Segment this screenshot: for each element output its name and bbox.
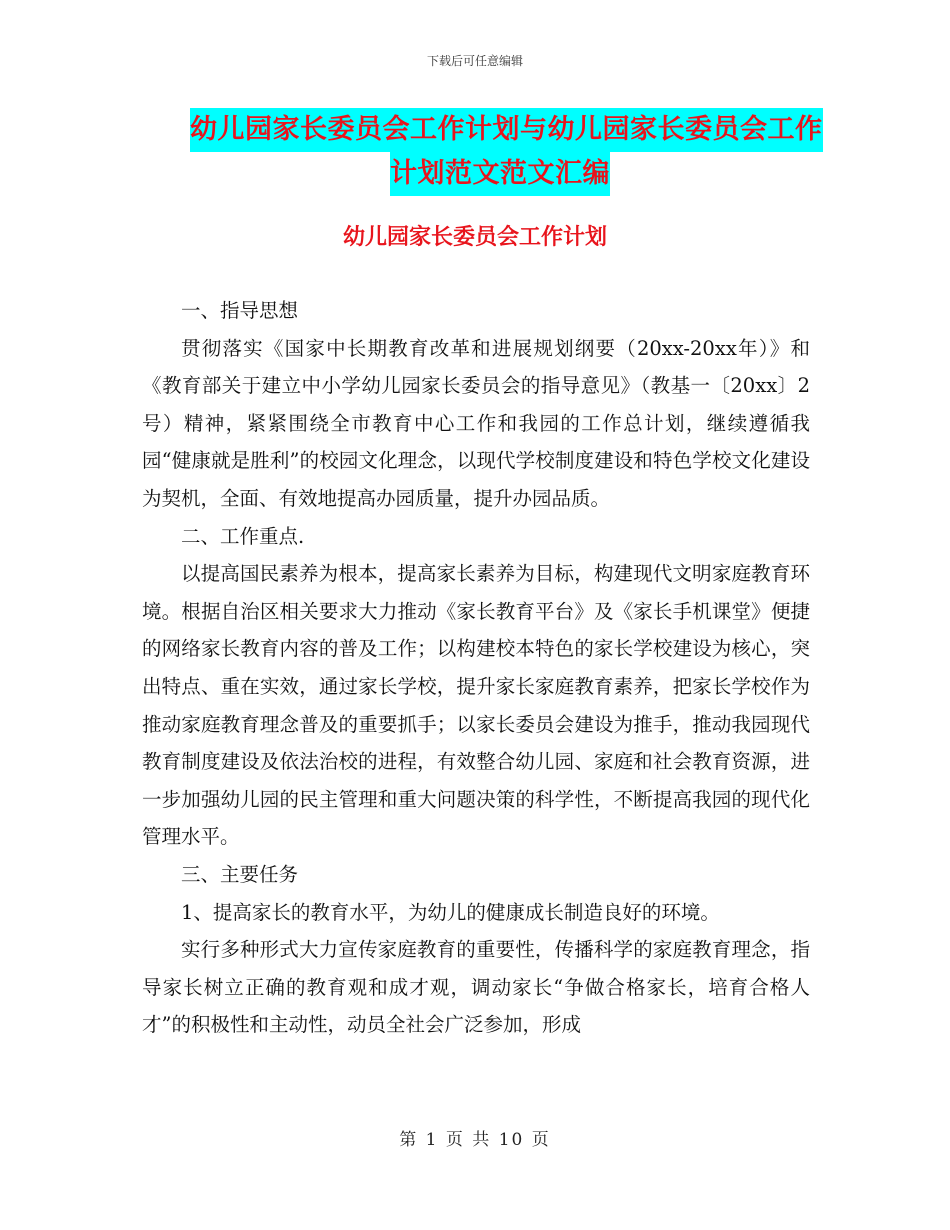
body-text bbox=[142, 292, 810, 1044]
heading-guiding-thought: 一、指导思想 bbox=[181, 299, 299, 322]
page-footer: 第 1 页 共 10 页 bbox=[399, 1130, 551, 1150]
document-title bbox=[190, 108, 823, 196]
page-header-note: 下载后可任意编辑 bbox=[426, 54, 523, 68]
heading-work-focus: 二、工作重点. bbox=[181, 524, 305, 548]
title-line-2: 计划范文范文汇编 bbox=[390, 152, 610, 196]
paragraph-guiding-thought: 贯彻落实《国家中长期教育改革和进展规划纲要（20xx-20xx年）》和《教育部关于建立中小学幼儿园家长委员会的指导意见》（教基一〔20xx〕2号）精神，紧紧围绕全市教育中心工作和我园的工作总计划，继续遵循我园“健康就是胜利”的校园文化理念，以现代学校制度建设和特色学校文化建设为契机，全面、有效地提高办园质量，提升办园品质。 bbox=[142, 336, 810, 510]
task-item-1: 1、提高家长的教育水平，为幼儿的健康成长制造良好的环境。 bbox=[181, 900, 720, 924]
title-line-1: 幼儿园家长委员会工作计划与幼儿园家长委员会工作 bbox=[190, 108, 823, 152]
heading-main-tasks: 三、主要任务 bbox=[181, 862, 299, 886]
section-title: 幼儿园家长委员会工作计划 bbox=[342, 224, 607, 250]
paragraph-work-focus: 以提高国民素养为根本，提高家长素养为目标，构建现代文明家庭教育环境。根据自治区相关要求大力推动《家长教育平台》及《家长手机课堂》便捷的网络家长教育内容的普及工作；以构建校本特色的家长学校建设为核心，突出特点、重在实效，通过家长学校，提升家长家庭教育素养，把家长学校作为推动家庭教育理念普及的重要抓手；以家长委员会建设为推手，推动我园现代教育制度建设及依法治校的进程，有效整合幼儿园、家庭和社会教育资源，进一步加强幼儿园的民主管理和重大问题决策的科学性，不断提高我园的现代化管理水平。 bbox=[142, 562, 810, 849]
paragraph-task-1: 实行多种形式大力宣传家庭教育的重要性，传播科学的家庭教育理念，指导家长树立正确的教育观和成才观，调动家长“争做合格家长，培育合格人才”的积极性和主动性，动员全社会广泛参加，形成 bbox=[142, 938, 810, 1037]
